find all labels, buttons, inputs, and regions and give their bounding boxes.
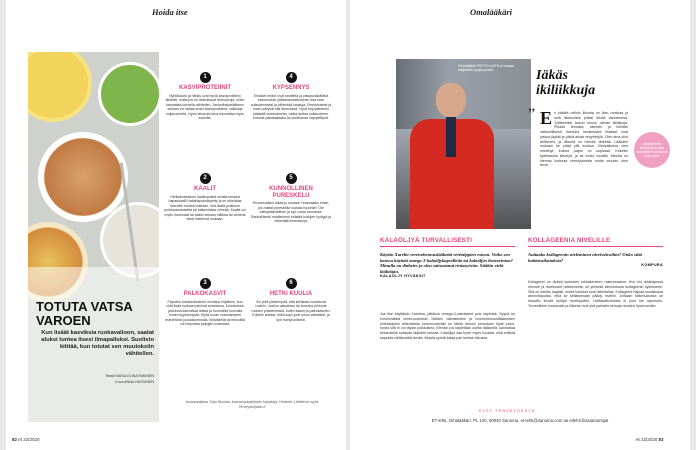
credit-text: Teksti KAISA-ELINA RIIKINEN [105,374,154,378]
callout-text: Ikääntyneen kuntoilussa aina kannattaa huomioida oma vointi. [636,141,668,159]
bowl-image [98,62,159,126]
tip-4 [250,72,332,121]
tip-title: KUNNOLLINEN PURESKELU [269,186,313,199]
page-issue: et 22/2020 [636,437,658,442]
tip-number: 3 [200,278,211,289]
ask-label: KYSY TERVEYDESTÄ [478,408,536,413]
tip-6 [250,278,332,322]
right-page [350,0,690,450]
tip-body: Nyhtökaura ja härkis ovat hyviä kasviproteiinin lähteitä, mutta jos ne aiheuttavat ilmavaivoja, niihin kannattaa totutella vähitellen. Jauhelihakastikkeen sekaan voi laittaa ensin kasviproteiinia, valikkaja soijarouhetta. Hyvin siluavia tofua kannattaa myös kokeilla. [165,93,245,121]
section-title: Omalääkäri [470,7,513,17]
article-body [540,108,628,168]
section-title: Hoida itse [152,7,188,17]
tip-title: KAALIT [194,186,216,192]
article-title-line1: Iäkäs [536,68,568,83]
photo-caption: Omalääkäri RIETO LAITILA vastaa lukijoiden kysymyksiin. [458,64,514,73]
tip-2 [164,173,246,222]
tip-body: Erilaiset kelkot ovat rasitteita ja vatsaystävällisiä kasviruokia: pilkkahaudattuminen saa ruan sulavammaksi ja vähentää kaasuja. Raviintoainet ja maku säilyvät silti lämmössä. Hyvä höyrytäminen säästää vivintoaineita, mutta auttaa sulavuuteen. Kokeile paistaakaalia tai porkkanaa höyrytettynä. [250,93,332,121]
left-page [6,0,346,450]
tip-title: KYPSENNYS [272,85,310,91]
tip-body: Ruoansulatus alkaa jo suussa! Huomaatko ensin, jos maltat pureskella ruokasi huolella? Ole vatsaystävällinen ja syö ruoka rauhassa. Rauhallisesti nauttiminen edistää kuitujen hyötyjä ja vähentää ilmavaivoja. [251,201,331,224]
tip-title: KASVIPROTEIINIT [178,85,231,91]
article-body-text: n käsittä milloin liikunta on liian rankkaa ja mitä liikkumista pitäisi tehdä vanhetessa. Tyttärenikin sanoo minun olevan ikiliikkuja. Pelaan tennistä, kävelen ja hiihdän säännöllisesti. Aamulla herätessäni lihakset ovat joskus jäykät ja päivä alkaa venyttelyllä. Olen aina ollut aktiivinen, ja liikunta on minulle tärkeää. Lääkärin mukaan se pitää yllä kuntoa. Viimeaikoina olen miettinyt, kuinka paljon on sopivasti. Kokeilin syketasolla kävelyä, ja se tuntui hyvältä. Minulla on hieman korkeaa verenpainetta mutta muuten olen terve. [540,111,628,168]
bowl-image [28,52,92,122]
headline-text: TOTUTA VATSA VAROEN [36,299,133,328]
page-footer [12,437,40,442]
article-title [536,68,595,98]
question-1-heading: KALAÖLJYÄ TURVALLISESTI [380,237,473,244]
tip-title: PALKOKASVIT [183,291,227,297]
answer-2: Kollageeni on tärkeä kudosten tukirakenteen rakennusaine. Kun iho ikääntyessä ohenee ja nivelrustot heikkenevät, on yleisesti kiinnostusta kollageenin syömiseen. Sitä on tutkittu laajasti, mutta tulokset ovat ristiriitaisia. Kollageeni hajoaa suolistossa aminohapoiksi, eikä se sellaisenaan päädy niveliin. Joissain tutkimuksissa on havaittu lievää hyötyä nivelkipuihin. Haittavaikutuksia ei juuri ole raportoitu. Terveellinen ruokavalio ja liikunta ovat yhä parhaita keinoja nivelten hyvinvointiin. [528,280,663,308]
tip-number: 6 [286,278,297,289]
face-image [436,83,466,117]
drop-cap: E [540,108,553,128]
tip-number: 1 [200,72,211,83]
headline [36,300,159,327]
question-2 [528,252,663,269]
tip-body: Papuihin totuttautuminen onnistuu hiljalleen, kun niitä lisää ruokaan pieninä annoksina. Kuivatuissa pavuissa kannattaa liottaa ja huuhdella kunnolla ennen kypsennystä. Myös ruoan maustaminen esimerkiksi juustokuminalla, inkiväärillä tai fenkolilla voi helpottaa papujen sulamista. [165,299,245,327]
callout-bubble [634,132,670,168]
ask-info: ET-lehti, Omalääkäri, PL 100, 00040 Sanoma. et-lehti@sanoma.com tai etlehti.fi/asiantuntijat [431,418,609,423]
question-1 [380,252,515,280]
page-number: 82 [12,437,18,442]
page-issue: et 22/2020 [18,437,40,442]
tip-body: Herkkävatsainen kaalinysiskä muista lempeä hapankaali! Haitahapoksikytetty ja se aiheuttaa harvoille muriaa mahaan. Voit lisätä joukkoon porkkanaraastetta tai kaikenlaista vihreää. Kaalia voi myös marinoida tai kaikki sekaan etikkaa tai viinieria sekä mielensä mukaan. [164,194,246,222]
tip-number: 5 [286,173,297,184]
question-2-signature: KOMPURA [641,263,663,268]
page-number: 83 [658,437,664,442]
question-2-text: Auttaako kollageenin nieleminen nivelvaivoihin? Onko siitä haittavaikutuksia? [528,252,642,263]
food-photo [28,52,159,422]
zipper-image [446,117,456,157]
article-title-line2: ikiliikkuja [536,83,596,98]
tip-3 [164,278,246,327]
tip-number: 4 [286,72,297,83]
page-footer [636,437,664,442]
question-1-signature: KALAÖLJY HYVÄKSI? [380,274,426,279]
question-2-heading: KOLLAGEENIA NIVELILLE [528,237,611,244]
divider [380,246,515,247]
lede: Kun lisäät kasviksia ruokavalioon, saatat aluksi tuntea itsesi ilmapalloksi. Suolisto kiittää, kun totutat sen muutoksiin vähitellen. [41,330,154,357]
divider [528,246,663,247]
quote-mark: ” [528,106,536,123]
tip-title: HETKI KUULIA [269,291,313,297]
credit-photo: Kuva ANNA HUOVINEN [115,380,154,384]
tip-5 [250,173,332,224]
tip-1 [164,72,246,121]
question-1-text: Käytän Xarelto-verenohennuslääkettä veritulppien estoon. Voiko sen kanssa käyttää omega-3-kalaöljykapselleita tai kalaöljyn lisäravintoa? Minulla on diabetes ja olen sairastanut rintasyövän. Sitäkin vielä lääkitään. [380,252,513,274]
tip-body: On yhtä yleisempää, että kehäkasi muuttuvat ruokiin. Joskus vatsakivut tai turvotus johtuvat ruokien yhdistelmistä, kuten kaalin ja palkokasvien. Kokeile testata, mikä sopii juuri sinun vatsallesi, ja syö monipuolisesti. [251,299,331,322]
tip-number: 2 [200,173,211,184]
answer-1: Jos itse käyttäisin Xareltoa, jättäisin omega-3-valmisteet pois käytöstä. Syynä on ensimmäistä verenvuotoriski. Näiden valmisteiden ja verenohennuslääkkeiden yhteiskäytön aiheuttama verenvuotoriski on tähän tietoon perustuen hyvin pieni, mutta sitä ei voi täysin poissulkea. Etenkin jos käytetään useita lääkkeitä, kannattaa keskustella hoitavan lääkärin kanssa. Kalaöljyn saa hyvin myös ruoasta, eikä erillistä kapselia välttämättä tarvita. Muista syödä kalaa pari kertaa viikossa. [380,312,515,340]
doctor-portrait [396,59,531,229]
expert-note: Asiantuntijana Tuija Ruusila, kasvisruokakirjojen kirjoittaja, Helsinki. Lähteenä myös Terveyskirjasto.fi [185,400,319,409]
